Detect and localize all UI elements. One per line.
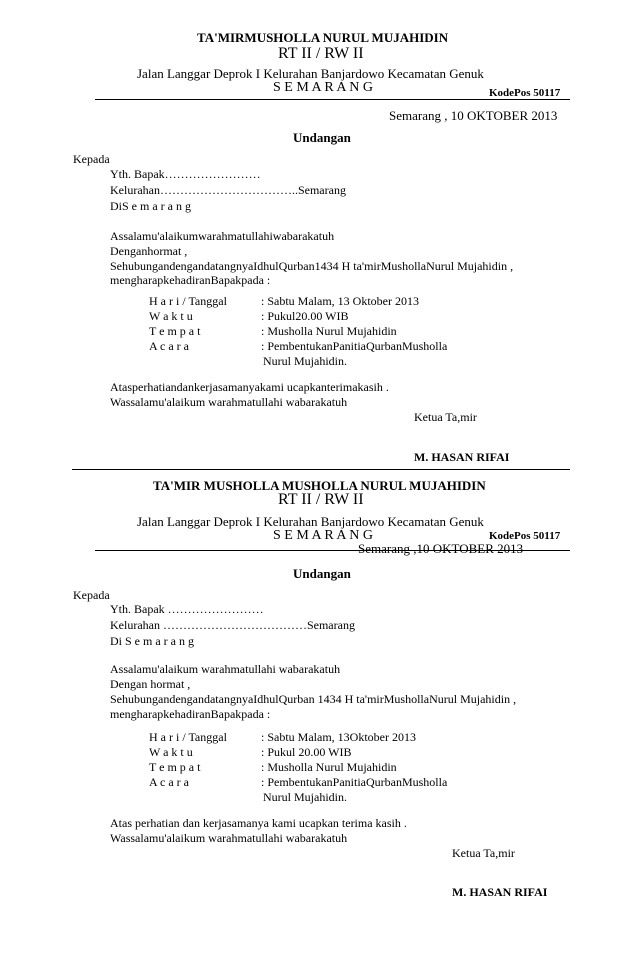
recipient-line: Yth. Bapak …………………… xyxy=(110,602,264,616)
closing-line: Wassalamu'alaikum warahmatullahi wabarakatuh xyxy=(110,395,348,409)
detail-label: T e m p a t xyxy=(149,760,201,774)
letterhead-org: TA'MIR MUSHOLLA MUSHOLLA NURUL MUJAHIDIN xyxy=(153,478,486,493)
detail-value: : Musholla Nurul Mujahidin xyxy=(261,324,397,338)
detail-value-continued: Nurul Mujahidin. xyxy=(263,790,347,804)
signer-name: M. HASAN RIFAI xyxy=(414,450,510,464)
detail-label: A c a r a xyxy=(149,339,189,353)
detail-value: : Pukul20.00 WIB xyxy=(261,309,349,323)
letter-2 xyxy=(0,478,638,976)
letter-title: Undangan xyxy=(293,566,351,581)
letterhead-address: Jalan Langgar Deprok I Kelurahan Banjardowo Kecamatan Genuk xyxy=(137,66,484,81)
date-line: Semarang ,10 OKTOBER 2013 xyxy=(358,541,524,556)
detail-value: : PembentukanPanitiaQurbanMusholla xyxy=(261,339,448,353)
body-line: Assalamu'alaikum warahmatullahi wabarakatuh xyxy=(110,662,341,676)
recipient-line: Kelurahan ………………………………Semarang xyxy=(110,618,355,632)
signer-name: M. HASAN RIFAI xyxy=(452,885,548,899)
kepada-label: Kepada xyxy=(73,588,110,602)
letterhead-city: S E M A R A N G xyxy=(273,80,373,95)
detail-value: : PembentukanPanitiaQurbanMusholla xyxy=(261,775,448,789)
signer-title: Ketua Ta,mir xyxy=(414,410,477,424)
detail-label: A c a r a xyxy=(149,775,189,789)
letterhead-rt-rw: RT II / RW II xyxy=(278,491,364,508)
detail-value: : Sabtu Malam, 13 Oktober 2013 xyxy=(261,294,419,308)
date-line: Semarang , 10 OKTOBER 2013 xyxy=(389,108,558,123)
kepada-label: Kepada xyxy=(73,152,110,166)
detail-label: W a k t u xyxy=(149,309,193,323)
letterhead-postal-code: KodePos 50117 xyxy=(489,87,561,99)
signer-title: Ketua Ta,mir xyxy=(452,846,515,860)
body-line: SehubungandengandatangnyaIdhulQurban1434 H ta'mirMushollaNurul Mujahidin , xyxy=(110,259,514,273)
detail-value: : Pukul 20.00 WIB xyxy=(261,745,352,759)
letter-separator xyxy=(72,469,570,470)
closing-line: Atas perhatian dan kerjasamanya kami ucapkan terima kasih . xyxy=(110,816,407,830)
detail-label: H a r i / Tanggal xyxy=(149,730,227,744)
body-line: mengharapkehadiranBapakpada : xyxy=(110,707,271,721)
letterhead-postal-code: KodePos 50117 xyxy=(489,530,561,542)
detail-value: : Sabtu Malam, 13Oktober 2013 xyxy=(261,730,416,744)
body-line: SehubungandengandatangnyaIdhulQurban 1434 H ta'mirMushollaNurul Mujahidin , xyxy=(110,692,517,706)
recipient-line: Yth. Bapak…………………… xyxy=(110,167,261,181)
body-line: Denganhormat , xyxy=(110,244,188,258)
letter-title: Undangan xyxy=(293,130,351,145)
letterhead-address: Jalan Langgar Deprok I Kelurahan Banjardowo Kecamatan Genuk xyxy=(137,514,484,529)
recipient-line: DiS e m a r a n g xyxy=(110,199,191,213)
letterhead-city: S E M A R A N G xyxy=(273,528,373,543)
closing-line: Wassalamu'alaikum warahmatullahi wabarakatuh xyxy=(110,831,348,845)
recipient-line: Di S e m a r a n g xyxy=(110,634,194,648)
body-line: Dengan hormat , xyxy=(110,677,191,691)
detail-value-continued: Nurul Mujahidin. xyxy=(263,354,347,368)
detail-label: W a k t u xyxy=(149,745,193,759)
letterhead-org: TA'MIRMUSHOLLA NURUL MUJAHIDIN xyxy=(197,30,449,45)
detail-label: H a r i / Tanggal xyxy=(149,294,227,308)
letterhead-rt-rw: RT II / RW II xyxy=(278,45,364,62)
body-line: mengharapkehadiranBapakpada : xyxy=(110,273,271,287)
closing-line: Atasperhatiandankerjasamanyakami ucapkanterimakasih . xyxy=(110,380,389,394)
detail-value: : Musholla Nurul Mujahidin xyxy=(261,760,397,774)
letterhead-rule xyxy=(95,99,570,100)
recipient-line: Kelurahan……………………………..Semarang xyxy=(110,183,346,197)
body-line: Assalamu'alaikumwarahmatullahiwabarakatuh xyxy=(110,229,335,243)
detail-label: T e m p a t xyxy=(149,324,201,338)
